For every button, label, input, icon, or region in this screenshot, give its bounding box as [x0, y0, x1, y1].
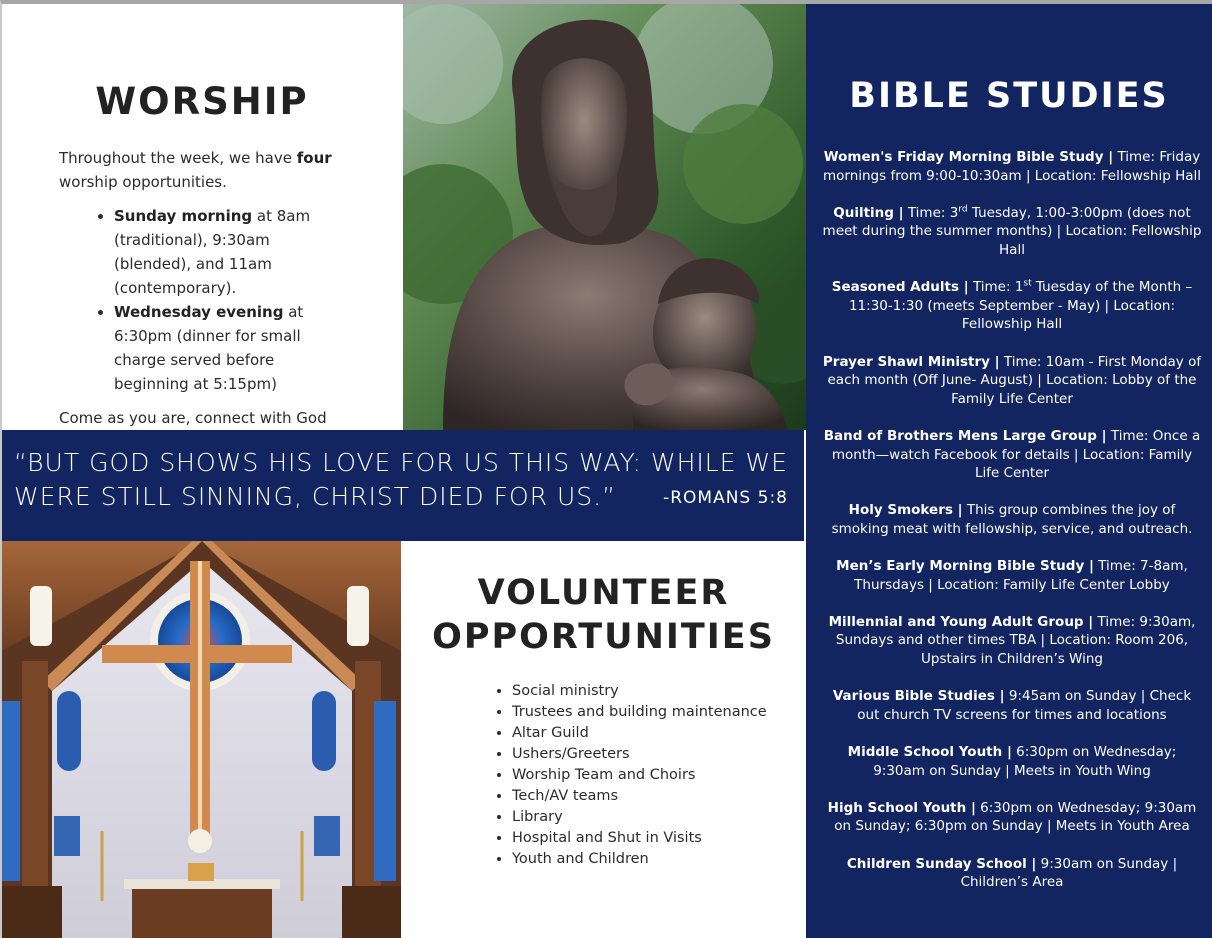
worship-list — [59, 204, 349, 396]
study-name: Women's Friday Morning Bible Study | — [823, 149, 1114, 165]
bible-studies-section — [806, 4, 1212, 938]
study-details: Tuesday, 1:00-3:00pm (does not meet during the summer months) | Location: Fellowship Hall — [822, 204, 1202, 258]
study-details: 6:30pm on Wednesday; 9:30am on Sunday | Meets in Youth Wing — [873, 744, 1177, 779]
study-name: Men’s Early Morning Bible Study | — [836, 558, 1094, 575]
list-item: • Tech/AV teams — [512, 786, 812, 807]
study-name: Various Bible Studies | — [832, 688, 1005, 705]
volunteer-title-line-1: VOLUNTEER — [477, 573, 730, 613]
study-details: Time: 7-8am, Thursdays | Location: Family Life Center Lobby — [854, 558, 1188, 593]
worship-section — [2, 4, 402, 430]
bible-studies-list — [822, 148, 1202, 910]
volunteer-title-line-2: OPPORTUNITIES — [432, 617, 775, 657]
worship-item-bold: Sunday morning — [114, 207, 253, 225]
list-item — [114, 204, 349, 300]
volunteer-title — [401, 571, 806, 659]
list-item — [822, 743, 1202, 780]
list-item: • Ushers/Greeters — [512, 744, 812, 765]
study-details: Time: 3 — [903, 204, 959, 221]
study-name: Prayer Shawl Ministry | — [822, 353, 1000, 370]
scripture-reference: -ROMANS 5:8 — [663, 488, 788, 508]
study-name: Quilting | — [833, 204, 904, 221]
list-item — [822, 148, 1202, 185]
list-item — [822, 278, 1202, 334]
study-name: Seasoned Adults | — [831, 279, 969, 296]
bible-studies-title: BIBLE STUDIES — [849, 76, 1169, 116]
worship-intro — [59, 146, 349, 194]
list-item — [822, 427, 1202, 483]
study-name: Millennial and Young Adult Group | — [828, 613, 1094, 630]
volunteer-list — [484, 681, 812, 870]
study-name: Band of Brothers Mens Large Group | — [823, 427, 1107, 444]
study-details: Time: 1 — [968, 279, 1024, 296]
study-name: Middle School Youth | — [847, 744, 1012, 760]
volunteer-section — [401, 541, 806, 938]
list-item — [822, 799, 1202, 836]
list-item — [822, 204, 1202, 260]
study-name: Holy Smokers | — [848, 502, 963, 519]
study-details: Time: 9:30am, Sundays and other times TBA | Location: Room 206, Upstairs in Children’s Wing — [835, 613, 1196, 668]
list-item — [114, 300, 349, 396]
worship-item-bold: Wednesday evening — [114, 303, 284, 321]
study-details: Time: Friday mornings from 9:00-10:30am | Location: Fellowship Hall — [822, 149, 1202, 184]
ordinal-suffix: rd — [958, 204, 968, 215]
list-item: • Social ministry — [512, 681, 812, 702]
study-details: 9:30am on Sunday | Children’s Area — [960, 855, 1178, 891]
list-item — [822, 353, 1202, 409]
worship-item-text: at 6:30pm (dinner for small charge served before beginning at 5:15pm) — [114, 303, 304, 393]
list-item: • Youth and Children — [512, 849, 812, 870]
church-altar-photo — [2, 541, 401, 938]
list-item: • Library — [512, 807, 812, 828]
study-details: 6:30pm on Wednesday; 9:30am on Sunday; 6:30pm on Sunday | Meets in Youth Area — [834, 799, 1197, 835]
list-item — [822, 687, 1202, 724]
scripture-quote: “BUT GOD SHOWS HIS LOVE FOR US THIS WAY: WHILE WE WERE STILL SINNING, CHRIST DIED FOR US.” — [14, 448, 788, 511]
study-name: Children Sunday School | — [846, 855, 1037, 872]
worship-intro-text-2: worship opportunities. — [59, 173, 227, 191]
study-details: This group combines the joy of smoking meat with fellowship, service, and outreach. — [831, 502, 1193, 537]
worship-body — [59, 146, 349, 454]
list-item: • Altar Guild — [512, 723, 812, 744]
list-item — [822, 501, 1202, 538]
list-item — [822, 855, 1202, 892]
worship-intro-text: Throughout the week, we have — [59, 149, 297, 167]
study-details: 9:45am on Sunday | Check out church TV screens for times and locations — [857, 688, 1192, 723]
ordinal-suffix: st — [1023, 278, 1032, 289]
list-item — [822, 613, 1202, 669]
study-name: High School Youth | — [827, 799, 976, 816]
study-details: Time: Once a month—watch Facebook for details | Location: Family Life Center — [831, 427, 1201, 482]
study-details: Tuesday of the Month – 11:30-1:30 (meets September - May) | Location: Fellowship Hall — [848, 279, 1193, 333]
worship-closing: Come as you are, connect with God — [59, 409, 327, 427]
list-item: • Hospital and Shut in Visits — [512, 828, 812, 849]
list-item: • Trustees and building maintenance — [512, 702, 812, 723]
scripture-quote-band — [2, 430, 804, 541]
study-details: Time: 10am - First Monday of each month (Off June- August) | Location: Lobby of the Family Life Center — [827, 353, 1202, 407]
worship-item-text: at 8am (traditional), 9:30am (blended), and 11am (contemporary). — [114, 207, 311, 297]
worship-title: WORSHIP — [95, 80, 309, 123]
jesus-statue-photo — [403, 4, 806, 430]
list-item — [822, 557, 1202, 594]
list-item: • Worship Team and Choirs — [512, 765, 812, 786]
worship-intro-bold: four — [296, 149, 332, 167]
